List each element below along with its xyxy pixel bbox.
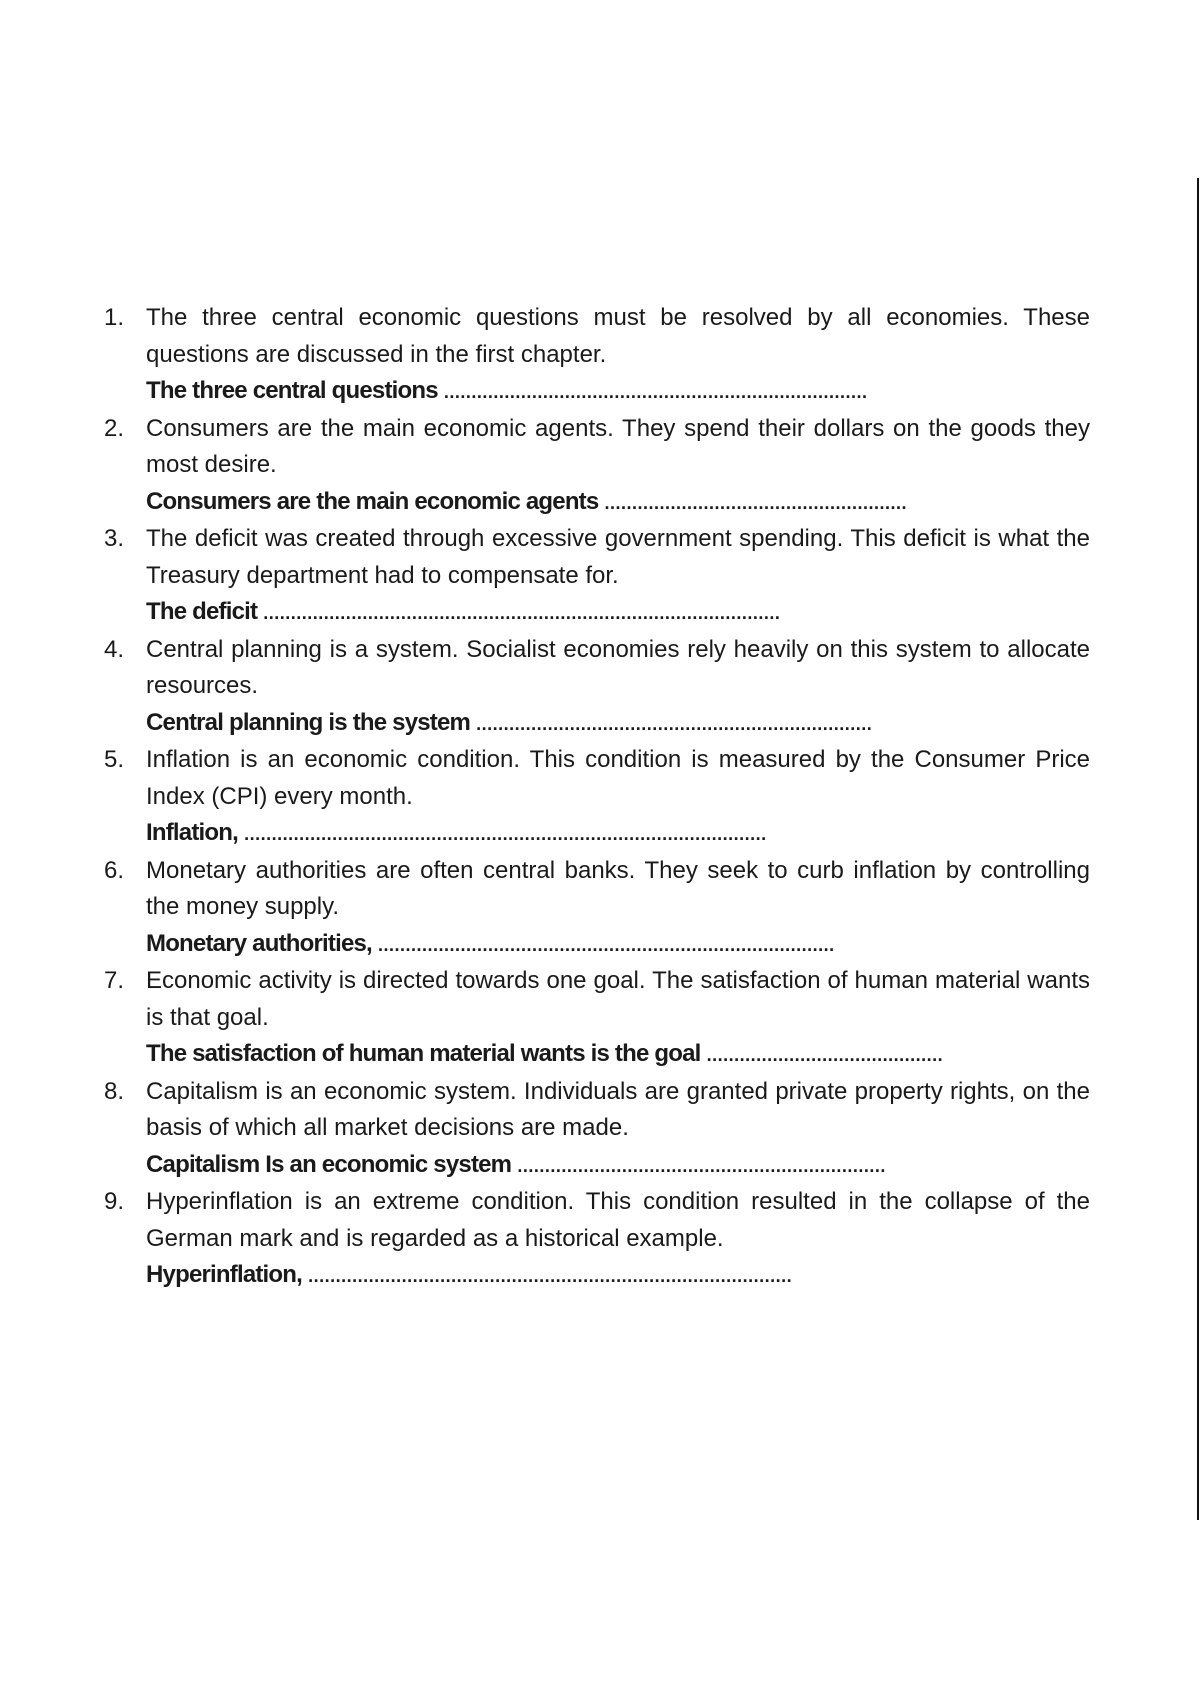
exercise-item-2 <box>100 411 1090 522</box>
item-number: 6. <box>104 856 125 884</box>
answer-blank: ................................................................... <box>517 1155 886 1176</box>
item-number: 8. <box>104 1077 125 1105</box>
item-prompt: Central planning is a system. Socialist economies rely heavily on this system to allocate resources. <box>146 635 1090 699</box>
answer-blank: .............................................................................................. <box>263 603 781 623</box>
item-number: 9. <box>104 1188 125 1215</box>
item-prompt: Inflation is an economic condition. This condition is measured by the Consumer Price Index (CPI) every month. <box>146 746 1090 810</box>
item-number: 3. <box>104 525 125 552</box>
answer-blank: ............................................................................................... <box>244 824 767 844</box>
page-edge-line <box>1197 178 1199 1520</box>
exercise-list <box>100 300 1090 1295</box>
exercise-item-1 <box>100 300 1090 411</box>
item-number: 2. <box>104 414 125 442</box>
exercise-item-5 <box>100 742 1090 853</box>
answer-blank: ....................................................... <box>604 492 908 513</box>
item-number: 5. <box>104 746 125 773</box>
item-prompt: Consumers are the main economic agents. They spend their dollars on the goods they most desire. <box>146 414 1090 478</box>
item-number: 1. <box>104 304 125 331</box>
answer-line <box>146 1147 1090 1185</box>
item-prompt: The three central economic questions must be resolved by all economies. These questions are discussed in the first chapter. <box>146 304 1090 368</box>
item-number: 7. <box>104 967 125 994</box>
exercise-item-6 <box>100 853 1090 964</box>
answer-line <box>146 373 1090 411</box>
answer-line <box>146 484 1090 522</box>
answer-stem: Central planning is the system <box>146 708 471 736</box>
answer-blank: ................................................................................... <box>378 934 835 955</box>
exercise-item-8 <box>100 1074 1090 1185</box>
item-prompt: Monetary authorities are often central banks. They seek to curb inflation by controlling the money supply. <box>146 856 1090 920</box>
answer-blank: ........................................................................................ <box>308 1266 793 1286</box>
item-prompt: Economic activity is directed towards one goal. The satisfaction of human material wants is that goal. <box>146 967 1090 1031</box>
item-prompt: The deficit was created through excessive government spending. This deficit is what the Treasury department had to compensate for. <box>146 525 1090 589</box>
answer-stem: The three central questions <box>146 377 438 404</box>
exercise-item-3 <box>100 521 1090 632</box>
answer-line <box>146 926 1090 964</box>
answer-stem: Consumers are the main economic agents <box>146 487 599 515</box>
answer-line <box>146 1257 1090 1295</box>
answer-line <box>146 705 1090 743</box>
answer-line <box>146 1036 1090 1074</box>
exercise-item-4 <box>100 632 1090 743</box>
answer-line <box>146 815 1090 853</box>
answer-stem: Monetary authorities, <box>146 929 372 957</box>
exercise-item-9 <box>100 1184 1090 1295</box>
answer-stem: The deficit <box>146 598 258 625</box>
item-prompt: Hyperinflation is an extreme condition. This condition resulted in the collapse of the German mark and is regarded as a historical example. <box>146 1188 1090 1252</box>
answer-blank: ............................................................................. <box>443 382 868 402</box>
answer-stem: Inflation, <box>146 819 238 846</box>
answer-blank: ........................................................................ <box>476 713 873 734</box>
item-prompt: Capitalism is an economic system. Individuals are granted private property rights, on the basis of which all market decisions are made. <box>146 1077 1090 1141</box>
item-number: 4. <box>104 635 125 663</box>
answer-blank: ........................................... <box>706 1045 944 1065</box>
answer-line <box>146 594 1090 632</box>
answer-stem: Capitalism Is an economic system <box>146 1150 512 1178</box>
answer-stem: Hyperinflation, <box>146 1261 303 1288</box>
exercise-item-7 <box>100 963 1090 1074</box>
answer-stem: The satisfaction of human material wants is the goal <box>146 1040 701 1067</box>
